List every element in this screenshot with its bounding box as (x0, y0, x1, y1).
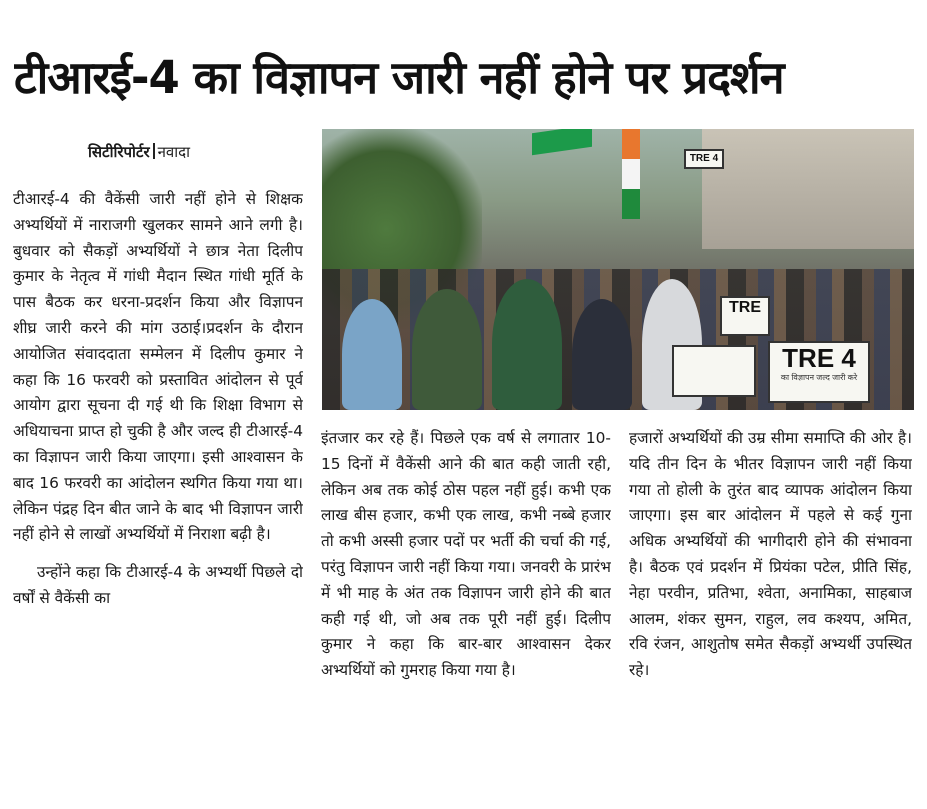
headline: टीआरई-4 का विज्ञापन जारी नहीं होने पर प्रदर्शन (14, 51, 784, 104)
photo-building (702, 129, 914, 249)
tricolor-flag-white (622, 159, 640, 189)
column2-paragraph: इंतजार कर रहे हैं। पिछले एक वर्ष से लगातार 10-15 दिनों में वैकेंसी आने की बात कही जाती रही, लेकिन अब तक कोई ठोस पहल नहीं हुई। कभी एक लाख बीस हजार, कभी एक लाख, कभी नब्बे हजार तो कभी अस्सी हजार पदों पर भर्ती की चर्चा की गई, परंतु विज्ञापन जारी नहीं किया गया। जनवरी के प्रारंभ में भी माह के अंत तक विज्ञापन जारी होने की बात कही गई थी, जो अब तक पूरी नहीं हुई। दिलीप कुमार ने कहा कि बार-बार आश्वासन देकर अभ्यर्थियों को गुमराह किया गया है। (321, 429, 611, 680)
placard-left: TRE (720, 296, 770, 336)
tricolor-flag-saffron (622, 129, 640, 159)
byline-location: नवादा (157, 143, 190, 161)
protest-photo (322, 129, 914, 410)
article-column-3 (629, 426, 912, 791)
byline (88, 142, 190, 162)
protester (572, 299, 632, 410)
byline-reporter: सिटीरिपोर्टर (88, 143, 150, 161)
green-flag (532, 129, 592, 155)
column3-paragraph: हजारों अभ्यर्थियों की उम्र सीमा समाप्ति की ओर है। यदि तीन दिन के भीतर विज्ञापन जारी नहीं किया गया तो होली के तुरंत बाद व्यापक आंदोलन किया जाएगा। इस बार आंदोलन में पहले से कई गुना अधिक अभ्यर्थियों की भागीदारी होने की संभावना है। बैठक एवं प्रदर्शन में प्रियंका पटेल, प्रीति सिंह, नेहा परवीन, प्रतिभा, श्वेता, अनामिका, साहबाज आलम, शंकर सुमन, राहुल, लव कश्यप, अमित, रवि रंजन, आशुतोष समेत सैकड़ों अभ्यर्थी उपस्थित रहे। (629, 429, 912, 680)
protester (342, 299, 402, 410)
protester (492, 279, 562, 410)
protester (412, 289, 482, 410)
tricolor-flag-green (622, 189, 640, 219)
article-column-2 (321, 426, 611, 791)
article-column-1 (13, 187, 303, 787)
byline-divider (153, 143, 155, 159)
column1-paragraph-1: टीआरई-4 की वैकेंसी जारी नहीं होने से शिक्षक अभ्यर्थियों में नाराजगी खुलकर सामने आने लगी है। बुधवार को सैकड़ों अभ्यर्थियों ने छात्र नेता दिलीप कुमार के नेतृत्व में गांधी मैदान स्थित गांधी मूर्ति के पास बैठक कर धरना-प्रदर्शन किया और विज्ञापन शीघ्र जारी करने की मांग उठाई।प्रदर्शन के दौरान आयोजित संवाददाता सम्मेलन में दिलीप कुमार ने कहा कि 16 फरवरी को प्रस्तावित आंदोलन से पूर्व आयोग द्वारा सूचना दी गई थी कि शिक्षा विभाग से अधियाचना प्राप्त हो चुकी है और जल्द ही टीआरई-4 का विज्ञापन जारी किया जाएगा। इसी आश्वासन के बाद 16 फरवरी का आंदोलन स्थगित किया गया था। लेकिन पंद्रह दिन बीत जाने के बाद भी विज्ञापन जारी नहीं होने से लाखों अभ्यर्थियों में निराशा बढ़ी है। (13, 190, 303, 544)
placard-handwritten (672, 345, 756, 397)
placard-main: TRE 4 का विज्ञापन जल्द जारी करे (768, 341, 870, 403)
column1-paragraph-2: उन्होंने कहा कि टीआरई-4 के अभ्यर्थी पिछले दो वर्षों से वैकेंसी का (13, 563, 303, 607)
placard-small: TRE 4 (684, 149, 724, 169)
